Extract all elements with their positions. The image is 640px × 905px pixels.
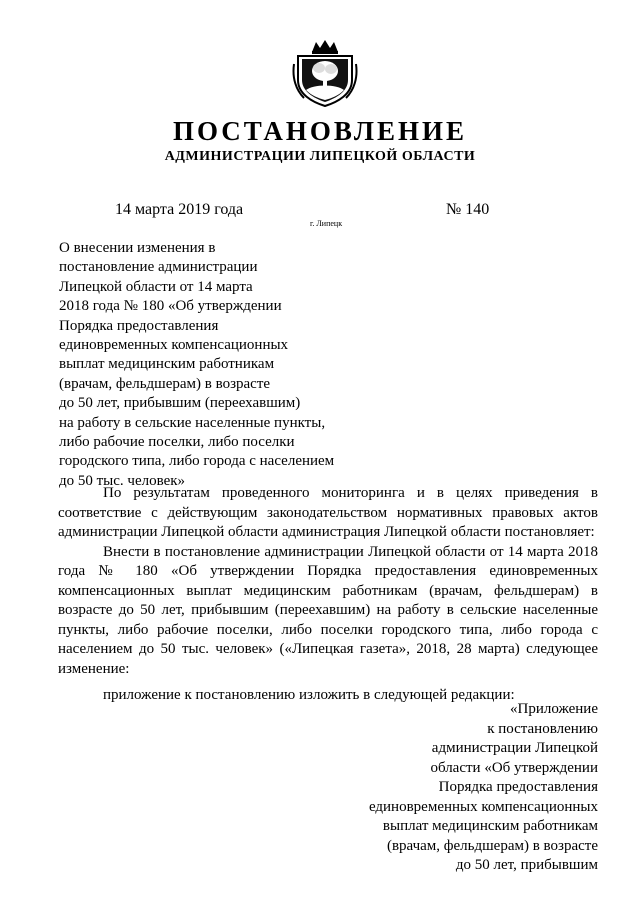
subject-line: Порядка предоставления xyxy=(59,317,219,334)
appendix-heading xyxy=(369,700,598,876)
document-number: № 140 xyxy=(446,201,490,218)
subject-line: постановление администрации xyxy=(59,259,258,276)
subject-line: городского типа, либо города с населением xyxy=(59,453,335,470)
subject-line: до 50 тыс. человек» xyxy=(59,472,186,489)
coat-of-arms-icon xyxy=(292,38,358,108)
subject-line: О внесении изменения в xyxy=(59,240,216,256)
appendix-line: администрации Липецкой xyxy=(431,740,598,756)
subject-line: либо рабочие поселки, либо поселки xyxy=(59,434,295,451)
body-text xyxy=(58,484,598,706)
document-title: ПОСТАНОВЛЕНИЕ xyxy=(172,116,468,146)
body-paragraph: приложение к постановлению изложить в следующей редакции: xyxy=(103,687,515,703)
subject-line: 2018 года № 180 «Об утверждении xyxy=(59,298,282,315)
subject-line: до 50 лет, прибывшим (переехавшим) xyxy=(59,395,301,412)
subject-line: Липецкой области от 14 марта xyxy=(59,278,253,295)
document-date: 14 марта 2019 года xyxy=(115,201,244,218)
subject-block xyxy=(59,239,379,491)
appendix-line: единовременных компенсационных xyxy=(368,798,598,815)
body-paragraph: Внести в постановление администрации Липецкой области от 14 марта 2018 года № 180 «Об утверждении Порядка предоставления единовременных компенсационных выплат медицинским работникам (врачам, фельдшерам) в возрасте до 50 лет, прибывшим (переехавшим) на работу в сельские населенные пункты, либо рабочие поселки, либо поселки городского типа, либо города с населением до 50 тыс. человек» («Липецкая газета», 2018, 28 марта) следующее изменение: xyxy=(58,543,598,677)
subject-line: на работу в сельские населенные пункты, xyxy=(59,414,326,431)
appendix-line: выплат медицинским работникам xyxy=(382,818,598,834)
subject-line: выплат медицинским работникам xyxy=(59,356,275,373)
appendix-line: Порядка предоставления xyxy=(438,779,598,795)
appendix-line: области «Об утверждении xyxy=(430,759,598,776)
appendix-line: к постановлению xyxy=(487,720,598,737)
subject-line: (врачам, фельдшерам) в возрасте xyxy=(59,375,271,392)
appendix-line: до 50 лет, прибывшим xyxy=(455,857,598,873)
appendix-line: (врачам, фельдшерам) в возрасте xyxy=(386,837,598,854)
appendix-line: «Приложение xyxy=(509,701,598,717)
document-subtitle: АДМИНИСТРАЦИИ ЛИПЕЦКОЙ ОБЛАСТИ xyxy=(164,149,476,164)
subject-line: единовременных компенсационных xyxy=(59,337,289,354)
body-paragraph: По результатам проведенного мониторинга и в целях приведения в соответствие с действующим законодательством нормативных правовых актов администрации Липецкой области администрация Липецкой области постановляет: xyxy=(58,485,598,540)
document-city: г. Липецк xyxy=(310,219,343,228)
